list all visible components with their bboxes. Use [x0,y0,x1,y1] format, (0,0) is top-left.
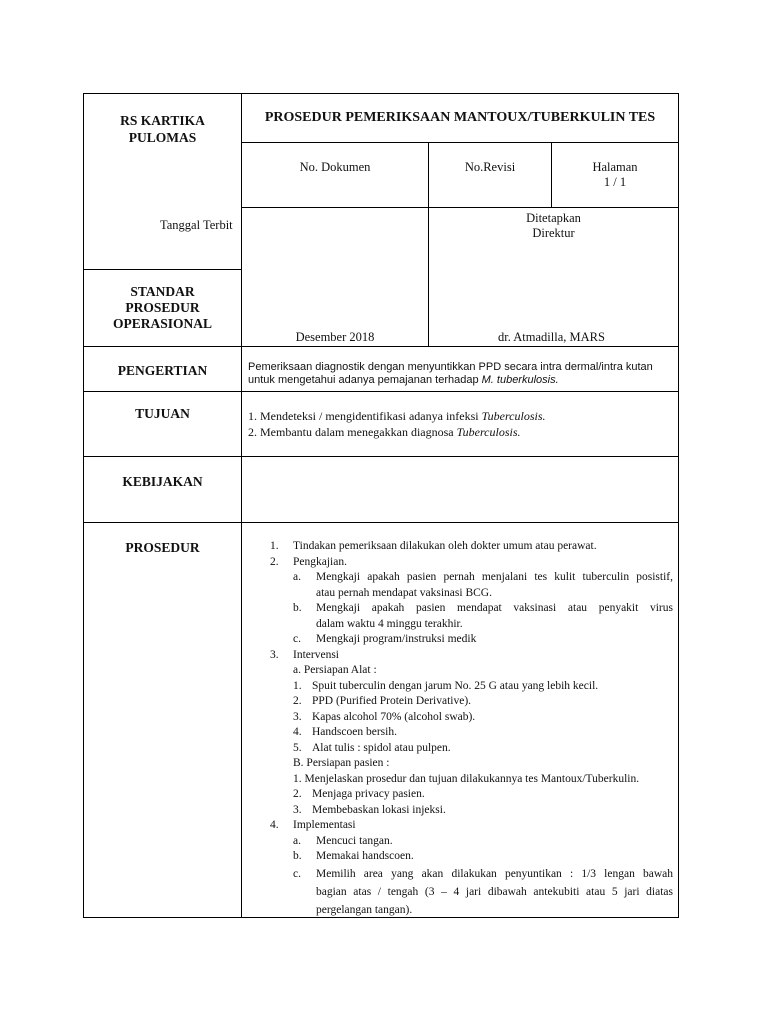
step-number: 3. [270,648,279,661]
substep-line: bagian atas / tengah (3 – 4 jari dibawah antekubiti atau 5 jari diatas [316,885,673,898]
item-number: 2. [293,788,302,800]
tujuan-item-2-italic: Tuberculosis. [456,425,521,439]
prosedur-label: PROSEDUR [125,540,200,555]
item-text: Handscoen bersih. [312,726,397,738]
pengertian-text [248,361,653,387]
substep-text: Memakai handscoen. [316,850,414,862]
substep-letter: b. [293,850,302,862]
pasien-item [248,803,673,819]
substep-letter: b. [293,602,302,614]
subheading-text: a. Persiapan Alat : [293,664,377,676]
table-border-top [83,93,679,94]
persiapan-alat-heading [248,663,673,679]
item-number: 1. [293,679,302,692]
alat-item [248,725,673,741]
tujuan-list [248,408,546,440]
step-text: Implementasi [293,819,356,831]
tujuan-divider [83,456,679,457]
step-text: Intervensi [293,648,339,661]
halaman-cell [552,160,678,190]
alat-item [248,679,673,695]
step-text: Pengkajian. [293,555,347,568]
prosedur-step-2 [248,555,673,571]
prosedur-step-4 [248,818,673,834]
hospital-name-line1: RS KARTIKA [120,113,205,128]
tujuan-item-1 [248,408,546,424]
title-row-divider [241,142,679,143]
item-number: 4. [293,726,302,738]
step-number: 1. [270,540,279,552]
substep-text [316,601,673,632]
item-text: Kapas alcohol 70% (alcohol swab). [312,710,476,723]
pengertian-line2-text: untuk mengetahui adanya pemajanan terhadap [248,374,482,386]
document-title: PROSEDUR PEMERIKSAAN MANTOUX/TUBERKULIN TES [264,110,656,125]
direktur-label: Direktur [532,226,575,240]
item-text: Alat tulis : spidol atau pulpen. [312,741,451,754]
tujuan-label: TUJUAN [135,406,190,421]
hospital-name [84,112,241,146]
spo-line1: STANDAR [130,284,195,299]
alat-item [248,741,673,757]
tujuan-item-2 [248,424,546,440]
kebijakan-divider [83,522,679,523]
ditetapkan-label: Ditetapkan [526,211,581,225]
tujuan-item-1-text: 1. Mendeteksi / mengidentifikasi adanya infeksi [248,409,482,423]
table-border-right [678,93,679,918]
substep-line: atau pernah mendapat vaksinasi BCG. [316,586,492,599]
substep-line: dalam waktu 4 minggu terakhir. [316,617,463,630]
column-divider [241,93,242,918]
step-text: Tindakan pemeriksaan dilakukan oleh dokter umum atau perawat. [293,540,597,552]
item-number: 3. [293,803,302,816]
alat-item [248,710,673,726]
spo-line3: OPERASIONAL [112,316,212,331]
tujuan-item-1-italic: Tuberculosis. [481,409,546,423]
prosedur-step-2b [248,601,673,632]
substep-letter: c. [293,633,301,645]
kebijakan-label: KEBIJAKAN [122,474,203,489]
substep-letter: c. [293,867,301,880]
prosedur-step-1 [248,539,673,555]
item-text: Menjaga privacy pasien. [312,788,425,800]
prosedur-step-3 [248,648,673,664]
substep-line: Mengkaji apakah pasien pernah menjalani tes kulit tuberculin posistif, [316,571,673,583]
prosedur-step-2a [248,570,673,601]
subheading-text: B. Persiapan pasien : [293,757,390,769]
pasien-item [248,787,673,803]
alat-item [248,694,673,710]
prosedur-list [248,539,673,919]
item-text: PPD (Purified Protein Derivative). [312,695,472,707]
pasien-item [248,772,673,788]
substep-letter: a. [293,571,301,583]
header-section-divider [83,346,679,347]
persiapan-pasien-heading [248,756,673,772]
substep-line: Mengkaji apakah pasien mendapat vaksinasi atau penyakit virus [316,602,673,614]
hospital-name-line2: PULOMAS [128,130,197,145]
spo-divider [83,269,241,270]
item-text: Spuit tuberculin dengan jarum No. 25 G atau yang lebih kecil. [312,679,599,692]
substep-line: pergelangan tangan). [316,903,413,916]
table-border-left [83,93,84,918]
halaman-label: Halaman [592,160,638,174]
no-revisi-label: No.Revisi [464,160,516,174]
item-number: 5. [293,741,302,754]
prosedur-step-4c [248,865,673,919]
substep-text [316,570,673,601]
substep-text [316,865,673,919]
tanggal-terbit-label: Tanggal Terbit [160,218,233,232]
step-number: 4. [270,819,279,831]
spo-label [84,284,241,332]
substep-text: Mengkaji program/instruksi medik [316,633,477,645]
item-number: 3. [293,710,302,723]
item-text: Membebaskan lokasi injeksi. [312,803,446,816]
ditetapkan-cell [429,211,678,241]
prosedur-step-4b [248,849,673,865]
director-name: dr. Atmadilla, MARS [498,330,605,344]
prosedur-step-2c [248,632,673,648]
step-number: 2. [270,555,279,568]
pengertian-line2-italic: M. tuberkulosis. [481,374,559,386]
spo-line2: PROSEDUR [125,300,200,315]
substep-line: Memilih area yang akan dilakukan penyuntikan : 1/3 lengan bawah [316,867,673,880]
substep-text: Mencuci tangan. [316,834,393,847]
tanggal-value: Desember 2018 [295,330,375,344]
pengertian-divider [83,391,679,392]
substep-letter: a. [293,834,301,847]
pengertian-label: PENGERTIAN [117,363,208,378]
doc-row-divider [241,207,679,208]
tujuan-item-2-text: 2. Membantu dalam menegakkan diagnosa [248,425,457,439]
halaman-value: 1 / 1 [603,175,627,189]
pengertian-line1: Pemeriksaan diagnostik dengan menyuntikkan PPD secara intra dermal/intra kutan [248,361,653,373]
item-number: 2. [293,695,302,707]
prosedur-step-4a [248,834,673,850]
no-dokumen-label: No. Dokumen [299,160,371,174]
pengertian-line2 [248,374,653,387]
item-text: 1. Menjelaskan prosedur dan tujuan dilakukannya tes Mantoux/Tuberkulin. [293,772,640,785]
